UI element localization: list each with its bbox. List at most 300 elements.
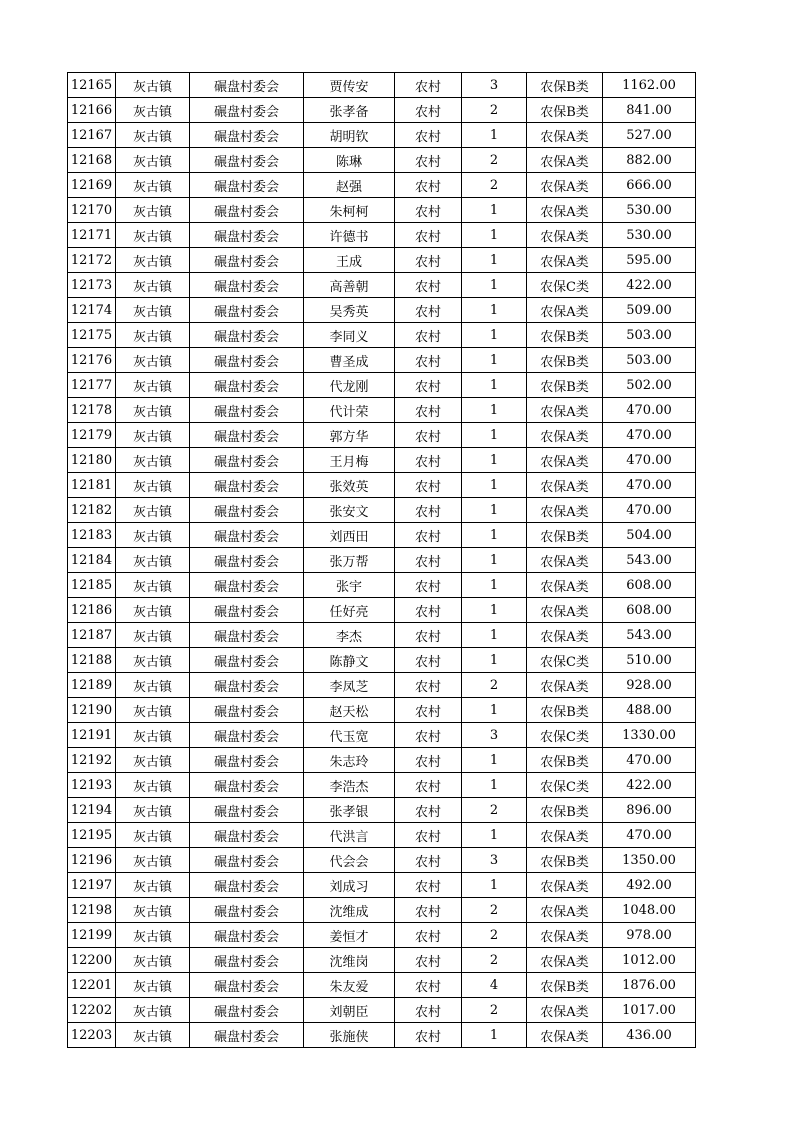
count-cell: 1 (462, 323, 527, 348)
count-cell: 2 (462, 998, 527, 1023)
table-row (68, 673, 696, 698)
town-cell: 灰古镇 (116, 898, 190, 923)
town-cell: 灰古镇 (116, 323, 190, 348)
village-cell: 碾盘村委会 (190, 223, 304, 248)
amount-cell: 543.00 (603, 623, 696, 648)
category-cell: 农保B类 (527, 98, 603, 123)
row-id-cell: 12177 (68, 373, 116, 398)
town-cell: 灰古镇 (116, 173, 190, 198)
town-cell: 灰古镇 (116, 498, 190, 523)
category-cell: 农保B类 (527, 323, 603, 348)
name-cell: 贾传安 (304, 73, 395, 98)
row-id-cell: 12201 (68, 973, 116, 998)
name-cell: 许德书 (304, 223, 395, 248)
village-cell: 碾盘村委会 (190, 873, 304, 898)
amount-cell: 503.00 (603, 323, 696, 348)
amount-cell: 608.00 (603, 598, 696, 623)
row-id-cell: 12181 (68, 473, 116, 498)
table-row (68, 448, 696, 473)
name-cell: 胡明钦 (304, 123, 395, 148)
row-id-cell: 12198 (68, 898, 116, 923)
name-cell: 刘朝臣 (304, 998, 395, 1023)
count-cell: 1 (462, 248, 527, 273)
row-id-cell: 12186 (68, 598, 116, 623)
category-cell: 农保A类 (527, 1023, 603, 1048)
village-cell: 碾盘村委会 (190, 298, 304, 323)
amount-cell: 1330.00 (603, 723, 696, 748)
table-row (68, 573, 696, 598)
row-id-cell: 12175 (68, 323, 116, 348)
village-cell: 碾盘村委会 (190, 123, 304, 148)
category-cell: 农保A类 (527, 873, 603, 898)
town-cell: 灰古镇 (116, 98, 190, 123)
table-row (68, 1023, 696, 1048)
amount-cell: 470.00 (603, 498, 696, 523)
name-cell: 代洪言 (304, 823, 395, 848)
amount-cell: 1876.00 (603, 973, 696, 998)
town-cell: 灰古镇 (116, 973, 190, 998)
town-cell: 灰古镇 (116, 848, 190, 873)
town-cell: 灰古镇 (116, 348, 190, 373)
area-type-cell: 农村 (395, 973, 462, 998)
amount-cell: 608.00 (603, 573, 696, 598)
row-id-cell: 12168 (68, 148, 116, 173)
town-cell: 灰古镇 (116, 873, 190, 898)
name-cell: 代计荣 (304, 398, 395, 423)
category-cell: 农保C类 (527, 723, 603, 748)
area-type-cell: 农村 (395, 723, 462, 748)
area-type-cell: 农村 (395, 398, 462, 423)
name-cell: 高善朝 (304, 273, 395, 298)
table-row (68, 273, 696, 298)
category-cell: 农保A类 (527, 898, 603, 923)
area-type-cell: 农村 (395, 923, 462, 948)
village-cell: 碾盘村委会 (190, 648, 304, 673)
category-cell: 农保C类 (527, 648, 603, 673)
row-id-cell: 12199 (68, 923, 116, 948)
amount-cell: 896.00 (603, 798, 696, 823)
category-cell: 农保B类 (527, 748, 603, 773)
table-row (68, 123, 696, 148)
count-cell: 1 (462, 223, 527, 248)
area-type-cell: 农村 (395, 473, 462, 498)
area-type-cell: 农村 (395, 898, 462, 923)
amount-cell: 502.00 (603, 373, 696, 398)
table-row (68, 848, 696, 873)
amount-cell: 666.00 (603, 173, 696, 198)
village-cell: 碾盘村委会 (190, 848, 304, 873)
area-type-cell: 农村 (395, 123, 462, 148)
village-cell: 碾盘村委会 (190, 898, 304, 923)
row-id-cell: 12178 (68, 398, 116, 423)
town-cell: 灰古镇 (116, 373, 190, 398)
town-cell: 灰古镇 (116, 123, 190, 148)
row-id-cell: 12196 (68, 848, 116, 873)
village-cell: 碾盘村委会 (190, 798, 304, 823)
row-id-cell: 12195 (68, 823, 116, 848)
town-cell: 灰古镇 (116, 948, 190, 973)
village-cell: 碾盘村委会 (190, 523, 304, 548)
table-row (68, 823, 696, 848)
table-row (68, 473, 696, 498)
category-cell: 农保A类 (527, 423, 603, 448)
name-cell: 张万帮 (304, 548, 395, 573)
amount-cell: 928.00 (603, 673, 696, 698)
name-cell: 任好亮 (304, 598, 395, 623)
amount-cell: 470.00 (603, 748, 696, 773)
amount-cell: 882.00 (603, 148, 696, 173)
town-cell: 灰古镇 (116, 523, 190, 548)
table-row (68, 248, 696, 273)
count-cell: 1 (462, 398, 527, 423)
town-cell: 灰古镇 (116, 148, 190, 173)
area-type-cell: 农村 (395, 673, 462, 698)
count-cell: 1 (462, 448, 527, 473)
count-cell: 1 (462, 698, 527, 723)
name-cell: 姜恒才 (304, 923, 395, 948)
amount-cell: 470.00 (603, 473, 696, 498)
category-cell: 农保B类 (527, 348, 603, 373)
village-cell: 碾盘村委会 (190, 548, 304, 573)
area-type-cell: 农村 (395, 1023, 462, 1048)
area-type-cell: 农村 (395, 523, 462, 548)
amount-cell: 1350.00 (603, 848, 696, 873)
area-type-cell: 农村 (395, 823, 462, 848)
count-cell: 1 (462, 623, 527, 648)
amount-cell: 509.00 (603, 298, 696, 323)
area-type-cell: 农村 (395, 598, 462, 623)
count-cell: 2 (462, 673, 527, 698)
category-cell: 农保A类 (527, 498, 603, 523)
count-cell: 1 (462, 573, 527, 598)
category-cell: 农保A类 (527, 823, 603, 848)
category-cell: 农保A类 (527, 248, 603, 273)
area-type-cell: 农村 (395, 548, 462, 573)
area-type-cell: 农村 (395, 623, 462, 648)
table-row (68, 348, 696, 373)
table-row (68, 173, 696, 198)
table-row (68, 773, 696, 798)
row-id-cell: 12169 (68, 173, 116, 198)
row-id-cell: 12203 (68, 1023, 116, 1048)
town-cell: 灰古镇 (116, 198, 190, 223)
village-cell: 碾盘村委会 (190, 948, 304, 973)
town-cell: 灰古镇 (116, 473, 190, 498)
area-type-cell: 农村 (395, 248, 462, 273)
row-id-cell: 12167 (68, 123, 116, 148)
village-cell: 碾盘村委会 (190, 773, 304, 798)
category-cell: 农保A类 (527, 998, 603, 1023)
count-cell: 1 (462, 748, 527, 773)
table-row (68, 73, 696, 98)
table-row (68, 973, 696, 998)
amount-cell: 527.00 (603, 123, 696, 148)
count-cell: 1 (462, 548, 527, 573)
row-id-cell: 12192 (68, 748, 116, 773)
table-row (68, 723, 696, 748)
town-cell: 灰古镇 (116, 923, 190, 948)
category-cell: 农保A类 (527, 598, 603, 623)
row-id-cell: 12193 (68, 773, 116, 798)
name-cell: 李浩杰 (304, 773, 395, 798)
count-cell: 3 (462, 848, 527, 873)
count-cell: 1 (462, 523, 527, 548)
amount-cell: 488.00 (603, 698, 696, 723)
amount-cell: 470.00 (603, 448, 696, 473)
amount-cell: 841.00 (603, 98, 696, 123)
amount-cell: 1162.00 (603, 73, 696, 98)
name-cell: 赵天松 (304, 698, 395, 723)
amount-cell: 470.00 (603, 423, 696, 448)
town-cell: 灰古镇 (116, 223, 190, 248)
town-cell: 灰古镇 (116, 548, 190, 573)
name-cell: 朱柯柯 (304, 198, 395, 223)
amount-cell: 503.00 (603, 348, 696, 373)
row-id-cell: 12171 (68, 223, 116, 248)
table-row (68, 898, 696, 923)
row-id-cell: 12183 (68, 523, 116, 548)
area-type-cell: 农村 (395, 798, 462, 823)
town-cell: 灰古镇 (116, 748, 190, 773)
row-id-cell: 12188 (68, 648, 116, 673)
village-cell: 碾盘村委会 (190, 423, 304, 448)
category-cell: 农保A类 (527, 298, 603, 323)
name-cell: 张孝备 (304, 98, 395, 123)
village-cell: 碾盘村委会 (190, 73, 304, 98)
village-cell: 碾盘村委会 (190, 598, 304, 623)
count-cell: 1 (462, 498, 527, 523)
count-cell: 1 (462, 1023, 527, 1048)
category-cell: 农保B类 (527, 73, 603, 98)
village-cell: 碾盘村委会 (190, 673, 304, 698)
amount-cell: 422.00 (603, 273, 696, 298)
village-cell: 碾盘村委会 (190, 498, 304, 523)
table-row (68, 223, 696, 248)
count-cell: 1 (462, 298, 527, 323)
count-cell: 3 (462, 73, 527, 98)
name-cell: 张安文 (304, 498, 395, 523)
name-cell: 李同义 (304, 323, 395, 348)
name-cell: 代龙刚 (304, 373, 395, 398)
area-type-cell: 农村 (395, 73, 462, 98)
category-cell: 农保A类 (527, 398, 603, 423)
row-id-cell: 12173 (68, 273, 116, 298)
table-row (68, 98, 696, 123)
village-cell: 碾盘村委会 (190, 698, 304, 723)
town-cell: 灰古镇 (116, 423, 190, 448)
count-cell: 3 (462, 723, 527, 748)
name-cell: 赵强 (304, 173, 395, 198)
village-cell: 碾盘村委会 (190, 1023, 304, 1048)
name-cell: 曹圣成 (304, 348, 395, 373)
name-cell: 李杰 (304, 623, 395, 648)
table-row (68, 798, 696, 823)
name-cell: 张宇 (304, 573, 395, 598)
row-id-cell: 12197 (68, 873, 116, 898)
row-id-cell: 12190 (68, 698, 116, 723)
count-cell: 2 (462, 948, 527, 973)
amount-cell: 504.00 (603, 523, 696, 548)
count-cell: 1 (462, 348, 527, 373)
count-cell: 2 (462, 923, 527, 948)
category-cell: 农保B类 (527, 973, 603, 998)
amount-cell: 530.00 (603, 198, 696, 223)
area-type-cell: 农村 (395, 198, 462, 223)
town-cell: 灰古镇 (116, 248, 190, 273)
name-cell: 王月梅 (304, 448, 395, 473)
count-cell: 2 (462, 98, 527, 123)
area-type-cell: 农村 (395, 423, 462, 448)
town-cell: 灰古镇 (116, 998, 190, 1023)
amount-cell: 470.00 (603, 398, 696, 423)
row-id-cell: 12179 (68, 423, 116, 448)
area-type-cell: 农村 (395, 148, 462, 173)
table-row (68, 523, 696, 548)
category-cell: 农保B类 (527, 698, 603, 723)
row-id-cell: 12200 (68, 948, 116, 973)
category-cell: 农保A类 (527, 923, 603, 948)
village-cell: 碾盘村委会 (190, 998, 304, 1023)
category-cell: 农保A类 (527, 623, 603, 648)
village-cell: 碾盘村委会 (190, 748, 304, 773)
area-type-cell: 农村 (395, 873, 462, 898)
count-cell: 1 (462, 823, 527, 848)
name-cell: 张效英 (304, 473, 395, 498)
amount-cell: 1012.00 (603, 948, 696, 973)
category-cell: 农保A类 (527, 448, 603, 473)
row-id-cell: 12165 (68, 73, 116, 98)
table-row (68, 598, 696, 623)
village-cell: 碾盘村委会 (190, 173, 304, 198)
count-cell: 2 (462, 173, 527, 198)
category-cell: 农保A类 (527, 573, 603, 598)
village-cell: 碾盘村委会 (190, 473, 304, 498)
data-table (67, 72, 696, 1048)
category-cell: 农保A类 (527, 948, 603, 973)
table-row (68, 498, 696, 523)
town-cell: 灰古镇 (116, 623, 190, 648)
town-cell: 灰古镇 (116, 673, 190, 698)
area-type-cell: 农村 (395, 648, 462, 673)
town-cell: 灰古镇 (116, 1023, 190, 1048)
category-cell: 农保A类 (527, 148, 603, 173)
name-cell: 代玉宽 (304, 723, 395, 748)
name-cell: 朱志玲 (304, 748, 395, 773)
town-cell: 灰古镇 (116, 273, 190, 298)
row-id-cell: 12191 (68, 723, 116, 748)
row-id-cell: 12202 (68, 998, 116, 1023)
row-id-cell: 12184 (68, 548, 116, 573)
count-cell: 1 (462, 123, 527, 148)
village-cell: 碾盘村委会 (190, 923, 304, 948)
table-row (68, 373, 696, 398)
category-cell: 农保C类 (527, 273, 603, 298)
town-cell: 灰古镇 (116, 298, 190, 323)
name-cell: 刘成习 (304, 873, 395, 898)
name-cell: 沈维岗 (304, 948, 395, 973)
count-cell: 1 (462, 473, 527, 498)
amount-cell: 978.00 (603, 923, 696, 948)
amount-cell: 1017.00 (603, 998, 696, 1023)
table-body (68, 73, 696, 1048)
count-cell: 1 (462, 373, 527, 398)
table-row (68, 148, 696, 173)
name-cell: 代会会 (304, 848, 395, 873)
area-type-cell: 农村 (395, 498, 462, 523)
town-cell: 灰古镇 (116, 73, 190, 98)
name-cell: 张施侠 (304, 1023, 395, 1048)
count-cell: 2 (462, 798, 527, 823)
name-cell: 吴秀英 (304, 298, 395, 323)
category-cell: 农保B类 (527, 523, 603, 548)
count-cell: 1 (462, 423, 527, 448)
count-cell: 2 (462, 148, 527, 173)
name-cell: 陈琳 (304, 148, 395, 173)
name-cell: 沈维成 (304, 898, 395, 923)
count-cell: 1 (462, 273, 527, 298)
town-cell: 灰古镇 (116, 773, 190, 798)
amount-cell: 492.00 (603, 873, 696, 898)
row-id-cell: 12170 (68, 198, 116, 223)
village-cell: 碾盘村委会 (190, 248, 304, 273)
table-row (68, 548, 696, 573)
category-cell: 农保A类 (527, 223, 603, 248)
amount-cell: 595.00 (603, 248, 696, 273)
row-id-cell: 12176 (68, 348, 116, 373)
name-cell: 郭方华 (304, 423, 395, 448)
village-cell: 碾盘村委会 (190, 98, 304, 123)
town-cell: 灰古镇 (116, 448, 190, 473)
row-id-cell: 12174 (68, 298, 116, 323)
village-cell: 碾盘村委会 (190, 823, 304, 848)
row-id-cell: 12180 (68, 448, 116, 473)
name-cell: 陈静文 (304, 648, 395, 673)
table-row (68, 423, 696, 448)
row-id-cell: 12185 (68, 573, 116, 598)
category-cell: 农保C类 (527, 773, 603, 798)
table-row (68, 748, 696, 773)
name-cell: 王成 (304, 248, 395, 273)
town-cell: 灰古镇 (116, 698, 190, 723)
area-type-cell: 农村 (395, 373, 462, 398)
count-cell: 1 (462, 648, 527, 673)
category-cell: 农保A类 (527, 198, 603, 223)
count-cell: 4 (462, 973, 527, 998)
town-cell: 灰古镇 (116, 723, 190, 748)
area-type-cell: 农村 (395, 573, 462, 598)
area-type-cell: 农村 (395, 298, 462, 323)
table-row (68, 323, 696, 348)
area-type-cell: 农村 (395, 98, 462, 123)
amount-cell: 436.00 (603, 1023, 696, 1048)
table-row (68, 398, 696, 423)
town-cell: 灰古镇 (116, 798, 190, 823)
count-cell: 2 (462, 898, 527, 923)
town-cell: 灰古镇 (116, 648, 190, 673)
amount-cell: 530.00 (603, 223, 696, 248)
area-type-cell: 农村 (395, 448, 462, 473)
name-cell: 朱友爱 (304, 973, 395, 998)
village-cell: 碾盘村委会 (190, 348, 304, 373)
area-type-cell: 农村 (395, 323, 462, 348)
category-cell: 农保A类 (527, 548, 603, 573)
amount-cell: 543.00 (603, 548, 696, 573)
village-cell: 碾盘村委会 (190, 148, 304, 173)
count-cell: 1 (462, 773, 527, 798)
count-cell: 1 (462, 198, 527, 223)
row-id-cell: 12172 (68, 248, 116, 273)
amount-cell: 1048.00 (603, 898, 696, 923)
